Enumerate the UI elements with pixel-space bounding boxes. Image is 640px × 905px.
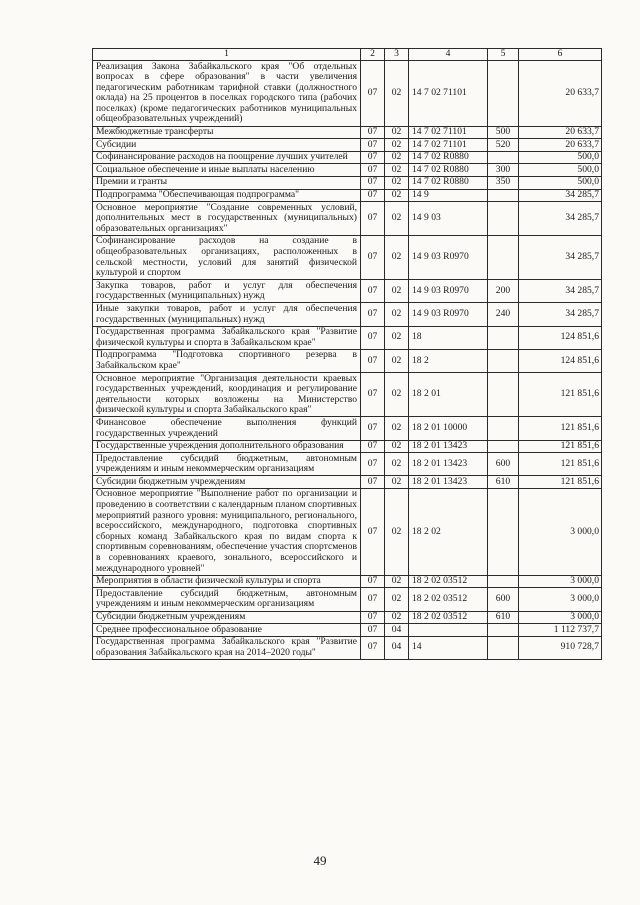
row-expense-type bbox=[488, 417, 519, 440]
row-subsection: 02 bbox=[385, 611, 409, 624]
row-expense-type bbox=[488, 202, 519, 236]
table-row bbox=[93, 349, 602, 372]
table-row bbox=[93, 575, 602, 588]
row-amount: 20 633,7 bbox=[519, 126, 602, 139]
row-target-code: 14 9 03 bbox=[409, 202, 488, 236]
row-section: 07 bbox=[361, 624, 385, 637]
row-expense-type bbox=[488, 326, 519, 349]
row-subsection: 02 bbox=[385, 164, 409, 177]
row-expense-type: 200 bbox=[488, 280, 519, 303]
row-section: 07 bbox=[361, 61, 385, 127]
row-target-code: 14 7 02 71101 bbox=[409, 61, 488, 127]
row-target-code: 14 7 02 71101 bbox=[409, 139, 488, 152]
row-subsection: 02 bbox=[385, 453, 409, 476]
table-row bbox=[93, 303, 602, 326]
table-header-row bbox=[93, 49, 602, 61]
row-expense-type: 610 bbox=[488, 611, 519, 624]
row-section: 07 bbox=[361, 280, 385, 303]
row-expense-type bbox=[488, 151, 519, 164]
row-expense-type: 600 bbox=[488, 588, 519, 611]
row-expense-type: 350 bbox=[488, 176, 519, 189]
table-row bbox=[93, 440, 602, 453]
row-section: 07 bbox=[361, 202, 385, 236]
row-name: Государственные учреждения дополнительного образования bbox=[93, 440, 361, 453]
row-section: 07 bbox=[361, 417, 385, 440]
row-subsection: 02 bbox=[385, 189, 409, 202]
row-expense-type: 600 bbox=[488, 453, 519, 476]
table-row bbox=[93, 326, 602, 349]
row-section: 07 bbox=[361, 189, 385, 202]
row-subsection: 02 bbox=[385, 139, 409, 152]
row-expense-type: 520 bbox=[488, 139, 519, 152]
table-row bbox=[93, 164, 602, 177]
row-section: 07 bbox=[361, 151, 385, 164]
table-row bbox=[93, 61, 602, 127]
row-amount: 121 851,6 bbox=[519, 417, 602, 440]
table-row bbox=[93, 373, 602, 417]
row-subsection: 02 bbox=[385, 176, 409, 189]
table-row bbox=[93, 151, 602, 164]
row-expense-type bbox=[488, 636, 519, 659]
row-section: 07 bbox=[361, 476, 385, 489]
row-amount: 34 285,7 bbox=[519, 235, 602, 279]
row-name: Социальное обеспечение и иные выплаты населению bbox=[93, 164, 361, 177]
row-section: 07 bbox=[361, 303, 385, 326]
row-amount: 34 285,7 bbox=[519, 280, 602, 303]
row-subsection: 04 bbox=[385, 624, 409, 637]
header-col-1: 1 bbox=[93, 49, 361, 61]
row-name: Премии и гранты bbox=[93, 176, 361, 189]
row-target-code: 14 7 02 R0880 bbox=[409, 164, 488, 177]
row-expense-type: 610 bbox=[488, 476, 519, 489]
row-section: 07 bbox=[361, 235, 385, 279]
row-expense-type bbox=[488, 61, 519, 127]
row-subsection: 02 bbox=[385, 349, 409, 372]
row-subsection: 02 bbox=[385, 151, 409, 164]
row-target-code: 18 2 01 bbox=[409, 373, 488, 417]
row-section: 07 bbox=[361, 453, 385, 476]
row-name: Финансовое обеспечение выполнения функций государственных учреждений bbox=[93, 417, 361, 440]
row-target-code: 18 2 bbox=[409, 349, 488, 372]
row-expense-type: 300 bbox=[488, 164, 519, 177]
row-amount: 20 633,7 bbox=[519, 139, 602, 152]
row-target-code: 14 9 03 R0970 bbox=[409, 235, 488, 279]
row-amount: 20 633,7 bbox=[519, 61, 602, 127]
row-target-code: 14 9 03 R0970 bbox=[409, 280, 488, 303]
row-name: Межбюджетные трансферты bbox=[93, 126, 361, 139]
row-name: Государственная программа Забайкальского края "Развитие образования Забайкальского края на 2014–2020 годы" bbox=[93, 636, 361, 659]
row-name: Предоставление субсидий бюджетным, автономным учреждениям и иным некоммерческим организациям bbox=[93, 588, 361, 611]
row-name: Основное мероприятие "Организация деятельности краевых государственных учреждений, координация и регулирование деятельности которых возложены на Министерство физической культуры и спорта Забайкальского края" bbox=[93, 373, 361, 417]
row-name: Иные закупки товаров, работ и услуг для обеспечения государственных (муниципальных) нужд bbox=[93, 303, 361, 326]
row-subsection: 02 bbox=[385, 235, 409, 279]
row-amount: 3 000,0 bbox=[519, 611, 602, 624]
row-section: 07 bbox=[361, 488, 385, 575]
row-name: Подпрограмма "Подготовка спортивного резерва в Забайкальском крае" bbox=[93, 349, 361, 372]
row-amount: 3 000,0 bbox=[519, 488, 602, 575]
row-expense-type: 500 bbox=[488, 126, 519, 139]
row-name: Реализация Закона Забайкальского края "Об отдельных вопросах в сфере образования" в части увеличения педагогическим работникам тарифной ставки (должностного оклада) на 25 процентов в поселках городского типа (рабочих поселках) (кроме педагогических работников муниципальных общеобразовательных учреждений) bbox=[93, 61, 361, 127]
row-section: 07 bbox=[361, 326, 385, 349]
row-subsection: 02 bbox=[385, 440, 409, 453]
row-name: Среднее профессиональное образование bbox=[93, 624, 361, 637]
row-amount: 34 285,7 bbox=[519, 189, 602, 202]
row-name: Подпрограмма "Обеспечивающая подпрограмма" bbox=[93, 189, 361, 202]
row-section: 07 bbox=[361, 588, 385, 611]
row-subsection: 02 bbox=[385, 303, 409, 326]
table-row bbox=[93, 453, 602, 476]
header-col-3: 3 bbox=[385, 49, 409, 61]
table-row bbox=[93, 176, 602, 189]
row-subsection: 02 bbox=[385, 126, 409, 139]
header-col-6: 6 bbox=[519, 49, 602, 61]
row-expense-type bbox=[488, 440, 519, 453]
row-subsection: 02 bbox=[385, 488, 409, 575]
table-row bbox=[93, 189, 602, 202]
row-name: Мероприятия в области физической культуры и спорта bbox=[93, 575, 361, 588]
row-target-code bbox=[409, 624, 488, 637]
row-section: 07 bbox=[361, 164, 385, 177]
table-row bbox=[93, 126, 602, 139]
row-amount: 121 851,6 bbox=[519, 373, 602, 417]
table-row bbox=[93, 611, 602, 624]
row-target-code: 18 2 02 bbox=[409, 488, 488, 575]
row-amount: 910 728,7 bbox=[519, 636, 602, 659]
row-expense-type bbox=[488, 235, 519, 279]
table-row bbox=[93, 202, 602, 236]
row-amount: 124 851,6 bbox=[519, 349, 602, 372]
row-subsection: 02 bbox=[385, 280, 409, 303]
row-target-code: 14 9 bbox=[409, 189, 488, 202]
row-expense-type bbox=[488, 575, 519, 588]
row-name: Софинансирование расходов на создание в общеобразовательных организациях, расположенных в сельской местности, условий для занятий физической культурой и спортом bbox=[93, 235, 361, 279]
table-row bbox=[93, 588, 602, 611]
row-amount: 500,0 bbox=[519, 164, 602, 177]
row-target-code: 18 2 01 13423 bbox=[409, 476, 488, 489]
row-subsection: 02 bbox=[385, 417, 409, 440]
row-subsection: 04 bbox=[385, 636, 409, 659]
row-section: 07 bbox=[361, 176, 385, 189]
row-section: 07 bbox=[361, 139, 385, 152]
row-section: 07 bbox=[361, 611, 385, 624]
row-section: 07 bbox=[361, 440, 385, 453]
row-target-code: 14 7 02 R0880 bbox=[409, 151, 488, 164]
budget-table-body bbox=[93, 49, 602, 660]
row-subsection: 02 bbox=[385, 202, 409, 236]
row-amount: 500,0 bbox=[519, 151, 602, 164]
row-subsection: 02 bbox=[385, 373, 409, 417]
row-target-code: 18 2 01 13423 bbox=[409, 453, 488, 476]
row-amount: 121 851,6 bbox=[519, 440, 602, 453]
table-row bbox=[93, 235, 602, 279]
page-number: 49 bbox=[313, 853, 327, 868]
row-name: Субсидии бюджетным учреждениям bbox=[93, 611, 361, 624]
row-expense-type: 240 bbox=[488, 303, 519, 326]
header-col-4: 4 bbox=[409, 49, 488, 61]
row-section: 07 bbox=[361, 349, 385, 372]
row-amount: 121 851,6 bbox=[519, 476, 602, 489]
row-target-code: 14 9 03 R0970 bbox=[409, 303, 488, 326]
row-target-code: 18 2 02 03512 bbox=[409, 588, 488, 611]
row-expense-type bbox=[488, 488, 519, 575]
row-name: Закупка товаров, работ и услуг для обеспечения государственных (муниципальных) нужд bbox=[93, 280, 361, 303]
row-target-code: 18 bbox=[409, 326, 488, 349]
row-amount: 34 285,7 bbox=[519, 202, 602, 236]
row-name: Основное мероприятие "Создание современных условий, дополнительных мест в государственных (муниципальных) образовательных организациях" bbox=[93, 202, 361, 236]
table-row bbox=[93, 139, 602, 152]
row-subsection: 02 bbox=[385, 588, 409, 611]
header-col-5: 5 bbox=[488, 49, 519, 61]
row-section: 07 bbox=[361, 373, 385, 417]
row-amount: 500,0 bbox=[519, 176, 602, 189]
row-subsection: 02 bbox=[385, 575, 409, 588]
row-target-code: 14 7 02 R0880 bbox=[409, 176, 488, 189]
header-col-2: 2 bbox=[361, 49, 385, 61]
row-amount: 34 285,7 bbox=[519, 303, 602, 326]
row-amount: 124 851,6 bbox=[519, 326, 602, 349]
row-target-code: 18 2 01 10000 bbox=[409, 417, 488, 440]
row-subsection: 02 bbox=[385, 476, 409, 489]
row-expense-type bbox=[488, 189, 519, 202]
row-name: Предоставление субсидий бюджетным, автономным учреждениям и иным некоммерческим организациям bbox=[93, 453, 361, 476]
table-row bbox=[93, 417, 602, 440]
table-row bbox=[93, 280, 602, 303]
row-amount: 1 112 737,7 bbox=[519, 624, 602, 637]
table-row bbox=[93, 476, 602, 489]
row-target-code: 14 bbox=[409, 636, 488, 659]
table-row bbox=[93, 636, 602, 659]
row-amount: 3 000,0 bbox=[519, 588, 602, 611]
row-section: 07 bbox=[361, 126, 385, 139]
row-section: 07 bbox=[361, 575, 385, 588]
row-section: 07 bbox=[361, 636, 385, 659]
row-amount: 3 000,0 bbox=[519, 575, 602, 588]
row-name: Основное мероприятие "Выполнение работ по организации и проведению в соответствии с календарным планом спортивных мероприятий разного уровня: муниципального, регионального, всероссийского, международного, подготовка спортивных сборных команд Забайкальского края по видам спорта к спортивным соревнованиям, обеспечение участия спортсменов в соревнованиях краевого, зонального, всероссийского и международного уровней" bbox=[93, 488, 361, 575]
row-expense-type bbox=[488, 624, 519, 637]
row-target-code: 18 2 01 13423 bbox=[409, 440, 488, 453]
row-subsection: 02 bbox=[385, 326, 409, 349]
row-name: Субсидии bbox=[93, 139, 361, 152]
row-expense-type bbox=[488, 349, 519, 372]
row-amount: 121 851,6 bbox=[519, 453, 602, 476]
row-name: Государственная программа Забайкальского края "Развитие физической культуры и спорта в Забайкальском крае" bbox=[93, 326, 361, 349]
row-name: Субсидии бюджетным учреждениям bbox=[93, 476, 361, 489]
table-row bbox=[93, 624, 602, 637]
row-target-code: 18 2 02 03512 bbox=[409, 575, 488, 588]
row-subsection: 02 bbox=[385, 61, 409, 127]
row-name: Софинансирование расходов на поощрение лучших учителей bbox=[93, 151, 361, 164]
row-target-code: 18 2 02 03512 bbox=[409, 611, 488, 624]
row-target-code: 14 7 02 71101 bbox=[409, 126, 488, 139]
budget-table bbox=[92, 48, 602, 660]
table-row bbox=[93, 488, 602, 575]
row-expense-type bbox=[488, 373, 519, 417]
